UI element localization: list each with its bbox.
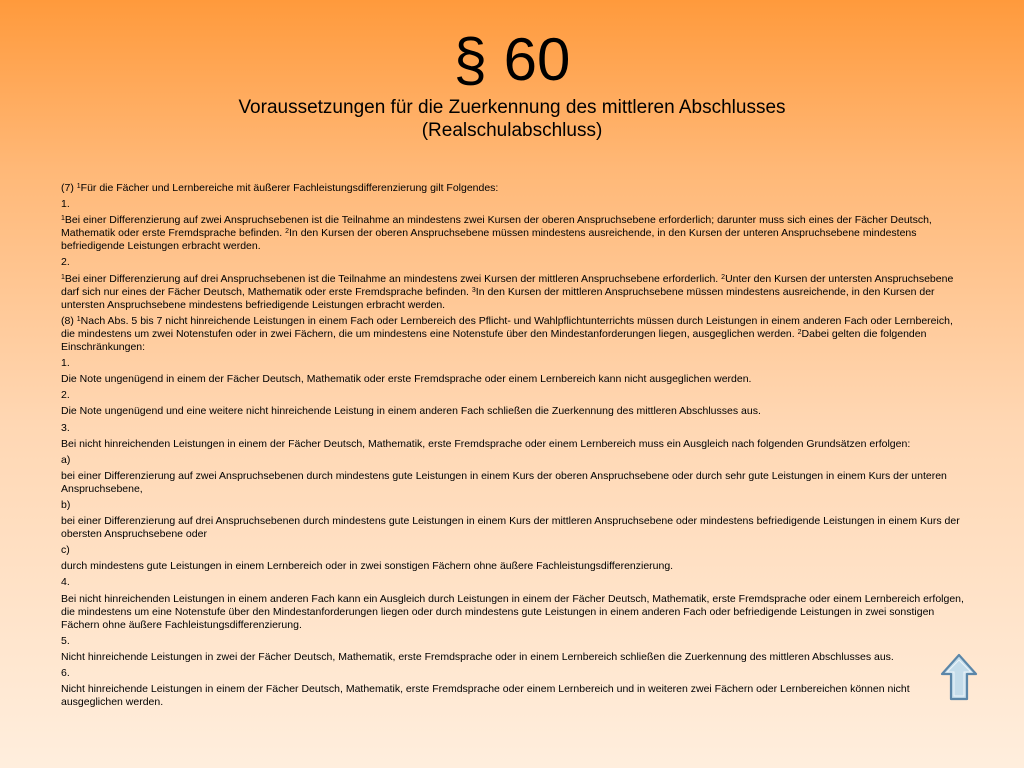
paragraph-text: c)	[61, 544, 70, 557]
law-paragraph	[61, 560, 966, 573]
paragraph-text: Bei einer Differenzierung auf drei Anspruchsebenen ist die Teilnahme an mindestens zwei Kursen der mittleren Anspruchsebene erforderlich.	[64, 272, 722, 285]
paragraph-text: 4.	[61, 576, 70, 589]
paragraph-text: Unter den Kursen der untersten Anspruchsebene darf sich nur eines der Fächer Deutsch, Mathematik oder erste Fremdsprache befinden.	[61, 272, 954, 298]
paragraph-text: Bei nicht hinreichenden Leistungen in einem anderen Fach kann ein Ausgleich durch Leistungen in einem der Fächer Deutsch, Mathematik, erste Fremdsprache oder einem Lernbereich erfolgen, die mindestens um eine Notenstufe über den Mindestanforderungen liegen oder durch mindestens gute Leistungen in einem anderen Fach oder befriedigende Leistungen in zwei sonstigen Fächern ohne äußere Fachleistungsdifferenzierung.	[61, 592, 964, 631]
law-paragraph	[61, 635, 966, 648]
subtitle-line-2: (Realschulabschluss)	[421, 120, 603, 141]
paragraph-text: bei einer Differenzierung auf zwei Anspruchsebenen durch mindestens gute Leistungen in einem Kurs der oberen Anspruchsebene oder durch sehr gute Leistungen in einem Kurs der unteren Anspruchsebene,	[61, 469, 947, 495]
law-paragraph	[61, 214, 966, 253]
section-subtitle	[0, 96, 1024, 142]
paragraph-text: Nicht hinreichende Leistungen in einem der Fächer Deutsch, Mathematik, erste Fremdsprache oder einem Lernbereich und in weiteren zwei Fächern oder Lernbereichen können nicht ausgeglichen werden.	[61, 683, 910, 709]
paragraph-text: In den Kursen der oberen Anspruchsebene müssen mindestens ausreichende, in den Kursen der unteren Anspruchsebene mindestens befriedigende Leistungen erbracht werden.	[61, 227, 917, 253]
paragraph-text: Die Note ungenügend und eine weitere nicht hinreichende Leistung in einem anderen Fach schließen die Zuerkennung des mittleren Abschlusses aus.	[61, 405, 761, 418]
paragraph-text: Bei nicht hinreichenden Leistungen in einem der Fächer Deutsch, Mathematik, erste Fremdsprache oder einem Lernbereich muss ein Ausgleich nach folgenden Grundsätzen erfolgen:	[61, 437, 911, 450]
sentence-number: 1	[76, 183, 81, 190]
paragraph-text: Die Note ungenügend in einem der Fächer Deutsch, Mathematik oder erste Fremdsprache oder einem Lernbereich kann nicht ausgeglichen werden.	[61, 373, 752, 386]
paragraph-text: 1.	[61, 198, 70, 211]
law-paragraph	[61, 315, 966, 354]
paragraph-text: 3.	[61, 421, 70, 434]
sentence-number: 1	[61, 215, 65, 223]
paragraph-text: (7)	[61, 182, 77, 194]
law-paragraph	[61, 182, 966, 195]
paragraph-text: 5.	[61, 634, 70, 647]
arrow-up-shape[interactable]	[942, 655, 976, 699]
law-paragraph	[61, 667, 966, 680]
slide-header	[0, 26, 1024, 142]
law-paragraph	[61, 593, 966, 632]
law-paragraph	[61, 438, 966, 451]
paragraph-text: Bei einer Differenzierung auf zwei Anspruchsebenen ist die Teilnahme an mindestens zwei Kursen der oberen Anspruchsebene erforderlich; darunter muss sich eines der Fächer Deutsch, Mathematik oder erste Fremdsprache befinden.	[61, 214, 932, 240]
paragraph-text: Dabei gelten die folgenden Einschränkungen:	[61, 327, 927, 354]
sentence-number: 3	[471, 286, 476, 294]
law-paragraph	[61, 499, 966, 512]
sentence-number: 2	[721, 273, 726, 281]
paragraph-text: a)	[61, 453, 71, 466]
paragraph-text: bei einer Differenzierung auf drei Anspruchsebenen durch mindestens gute Leistungen in einem Kurs der mittleren Anspruchsebene oder mindestens befriedigende Leistungen in einem Kurs der obersten Anspruchsebene oder	[61, 515, 960, 541]
paragraph-text: 1.	[61, 357, 70, 370]
law-paragraph	[61, 544, 966, 557]
law-paragraph	[61, 470, 966, 496]
paragraph-text: 2.	[61, 256, 70, 269]
law-paragraph	[61, 198, 966, 211]
law-paragraph	[61, 651, 966, 664]
sentence-number: 1	[61, 273, 65, 281]
sentence-number: 2	[797, 328, 802, 336]
paragraph-text: Nicht hinreichende Leistungen in zwei der Fächer Deutsch, Mathematik, erste Fremdsprache oder in einem Lernbereich schließen die Zuerkennung des mittleren Abschlusses aus.	[61, 650, 894, 663]
law-paragraph	[61, 454, 966, 467]
paragraph-text: 6.	[61, 667, 70, 679]
law-paragraph	[61, 683, 966, 709]
paragraph-text: Nach Abs. 5 bis 7 nicht hinreichende Leistungen in einem Fach oder Lernbereich des Pflicht- und Wahlpflichtunterrichts müssen durch Leistungen in einem anderen Fach oder Lernbereich, die mindestens um zwei Notenstufen oder in zwei Fächern, die um mindestens eine Notenstufe über den Mindestanforderungen liegen, ausgeglichen werden.	[61, 314, 953, 340]
sentence-number: 2	[285, 228, 290, 236]
law-paragraph	[61, 389, 966, 402]
law-paragraph	[61, 515, 966, 541]
law-paragraph	[61, 422, 966, 435]
law-paragraph	[61, 256, 966, 269]
arrow-up-icon[interactable]	[940, 653, 978, 701]
paragraph-text: 2.	[61, 389, 70, 402]
paragraph-text: Für die Fächer und Lernbereiche mit äußerer Fachleistungsdifferenzierung gilt Folgendes:	[80, 182, 499, 194]
paragraph-text: (8)	[61, 314, 77, 327]
paragraph-text-body	[61, 182, 966, 712]
law-paragraph	[61, 373, 966, 386]
sentence-number: 1	[76, 315, 81, 323]
law-paragraph	[61, 357, 966, 370]
paragraph-text: In den Kursen der mittleren Anspruchsebene müssen mindestens ausreichende, in den Kursen der untersten Anspruchsebene mindestens befriedigende Leistungen erbracht werden.	[61, 285, 935, 311]
paragraph-text: durch mindestens gute Leistungen in einem Lernbereich oder in zwei sonstigen Fächern ohne äußere Fachleistungsdifferenzierung.	[61, 560, 674, 573]
law-paragraph	[61, 576, 966, 589]
paragraph-text: b)	[61, 498, 71, 511]
subtitle-line-1: Voraussetzungen für die Zuerkennung des mittleren Abschlusses	[238, 97, 786, 118]
law-paragraph	[61, 405, 966, 418]
law-paragraph	[61, 273, 966, 312]
section-title: § 60	[453, 26, 571, 93]
